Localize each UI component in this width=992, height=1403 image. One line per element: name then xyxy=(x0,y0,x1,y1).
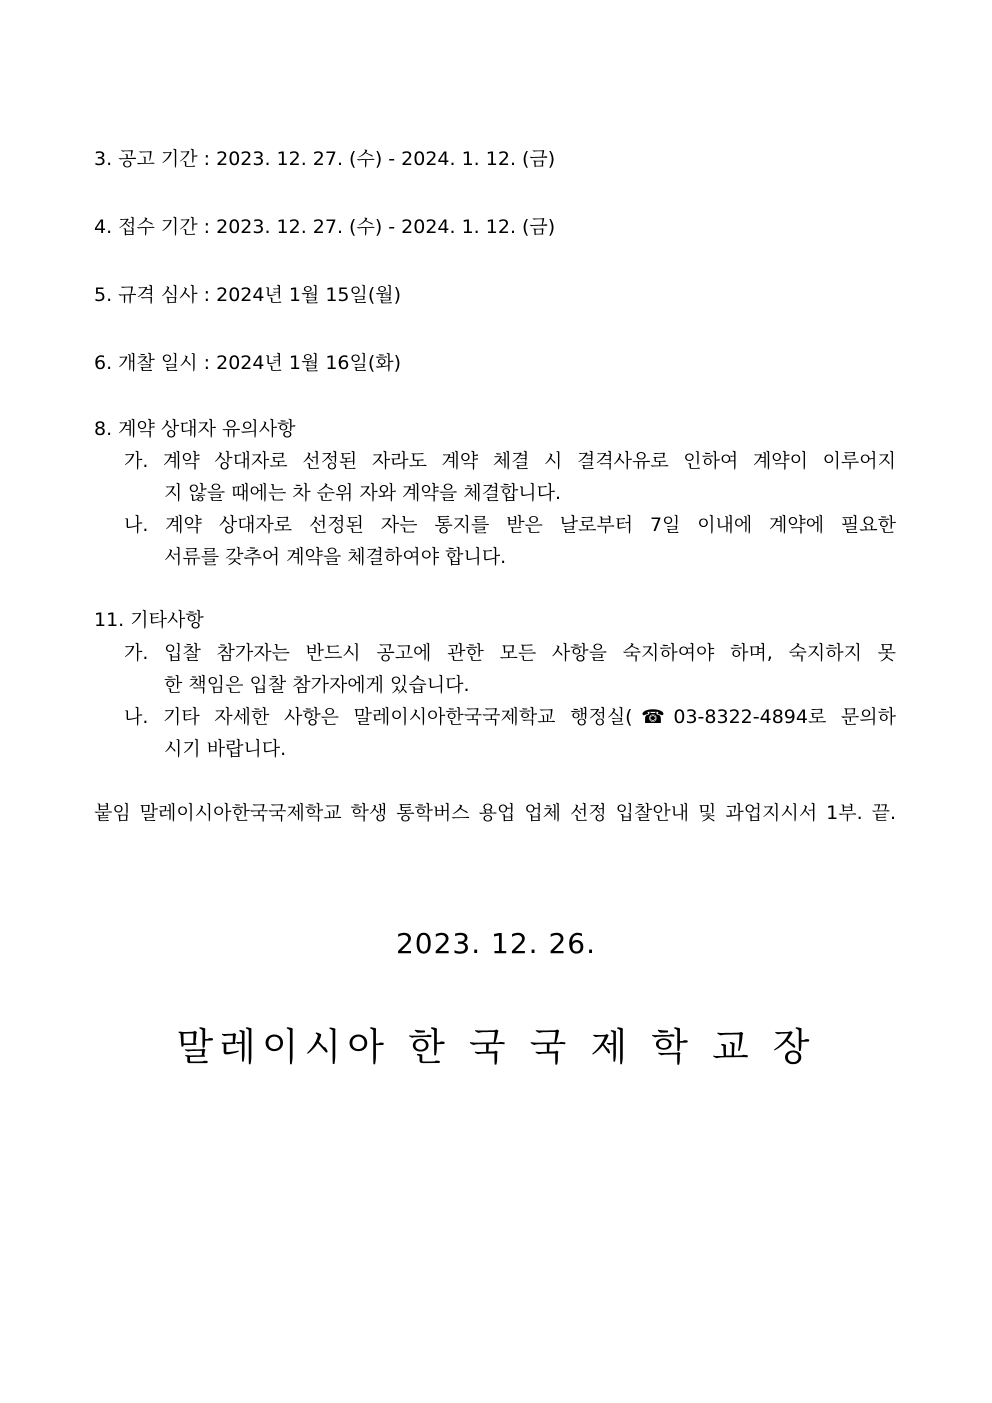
section-11-item-a-line1: 가. 입찰 참가자는 반드시 공고에 관한 모든 사항을 숙지하여야 하며, 숙지하지 못 xyxy=(124,642,897,664)
item-submission-period: 4. 접수 기간 : 2023. 12. 27. (수) - 2024. 1. 12. (금) xyxy=(94,216,556,238)
item-bid-opening: 6. 개찰 일시 : 2024년 1월 16일(화) xyxy=(94,352,402,374)
section-8-item-b-line1: 나. 계약 상대자로 선정된 자는 통지를 받은 날로부터 7일 이내에 계약에 필요한 xyxy=(124,514,896,536)
section-11-item-b-line2: 시기 바랍니다. xyxy=(164,738,287,760)
document-date: 2023. 12. 26. xyxy=(395,927,597,960)
attachment-note: 붙임 말레이시아한국국제학교 학생 통학버스 용업 업체 선정 입찰안내 및 과업지시서 1부. 끝. xyxy=(94,802,896,824)
section-11-title: 11. 기타사항 xyxy=(94,609,204,631)
section-8-item-b-line2: 서류를 갖추어 계약을 체결하여야 합니다. xyxy=(164,546,507,568)
section-11-item-b-line1: 나. 기타 자세한 사항은 말레이시아한국국제학교 행정실(☎03-8322-4894로 문의하 xyxy=(124,706,896,728)
item-announcement-period: 3. 공고 기간 : 2023. 12. 27. (수) - 2024. 1. 12. (금) xyxy=(94,148,556,170)
issuer-school-name: 말레이시아 한 국 국 제 학 교 장 xyxy=(176,1025,816,1069)
section-8-item-a-line1: 가. 계약 상대자로 선정된 자라도 계약 체결 시 결격사유로 인하여 계약이 이루어지 xyxy=(124,450,896,472)
section-8-title: 8. 계약 상대자 유의사항 xyxy=(94,418,296,440)
item-spec-review: 5. 규격 심사 : 2024년 1월 15일(월) xyxy=(94,284,402,306)
section-8-item-a-line2: 지 않을 때에는 차 순위 자와 계약을 체결합니다. xyxy=(164,482,562,504)
section-11-item-a-line2: 한 책임은 입찰 참가자에게 있습니다. xyxy=(164,674,470,696)
